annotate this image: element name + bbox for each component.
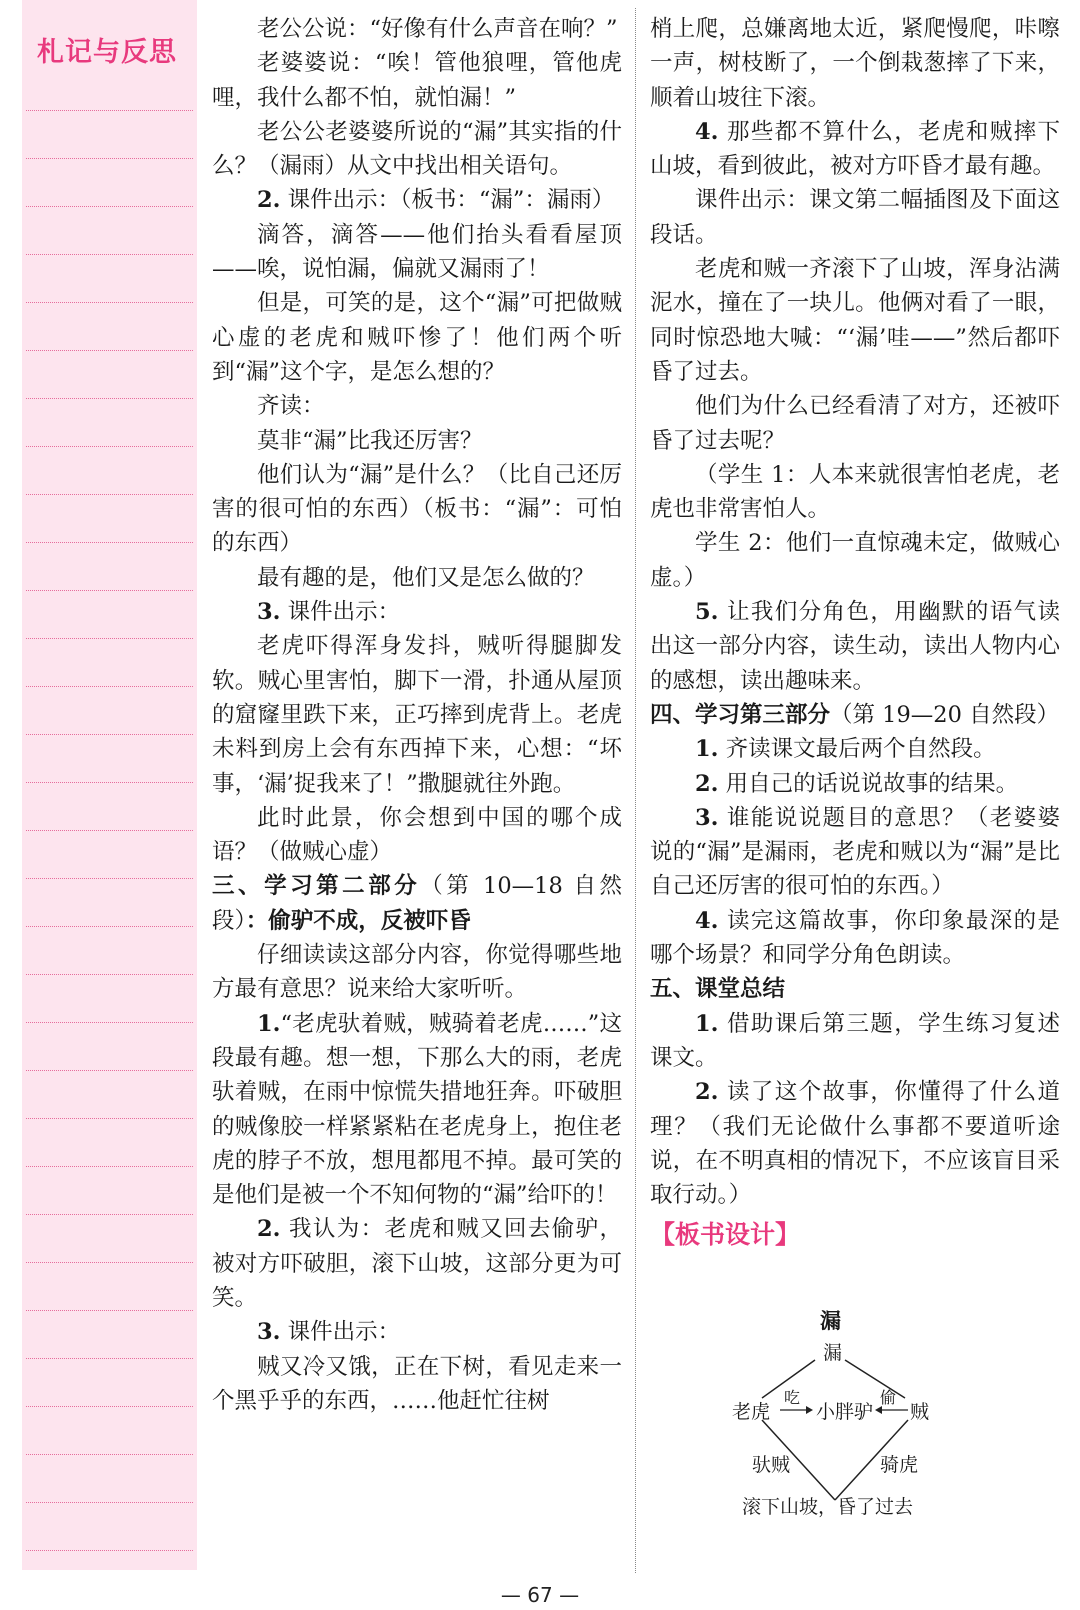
note-line xyxy=(26,782,193,783)
note-line xyxy=(26,1214,193,1215)
note-line xyxy=(26,494,193,495)
diagram-title: 漏 xyxy=(820,1309,841,1333)
note-line xyxy=(26,110,193,111)
paragraph: 老虎和贼一齐滚下了山坡，浑身沾满泥水，撞在了一块儿。他俩对看了一眼，同时惊恐地大喊：“‘漏’哇——”然后都吓昏了过去。 xyxy=(650,256,1060,385)
note-line xyxy=(26,974,193,975)
item-text: 课件出示： xyxy=(280,1319,401,1346)
node-left: 老虎 xyxy=(732,1401,771,1423)
note-line xyxy=(26,830,193,831)
item-number: 4. xyxy=(695,907,719,934)
note-line xyxy=(26,638,193,639)
note-line xyxy=(26,1502,193,1503)
paragraph: 课件出示：课文第二幅插图及下面这段话。 xyxy=(650,187,1060,248)
note-line xyxy=(26,158,193,159)
paragraph: 此时此景，你会想到中国的哪个成语？（做贼心虚） xyxy=(212,804,622,866)
paragraph xyxy=(650,732,1060,766)
item-number: 4. xyxy=(695,118,719,145)
board-design-title: 【板书设计】 xyxy=(650,1220,801,1250)
item-number: 2. xyxy=(695,770,719,797)
paragraph: 他们认为“漏”是什么？（比自己还厉害的很可怕的东西）（板书：“漏”：可怕的东西） xyxy=(212,461,622,557)
note-line xyxy=(26,878,193,879)
item-text: 课件出示： xyxy=(280,599,401,626)
paragraph: 最有趣的是，他们又是怎么做的？ xyxy=(257,564,595,591)
item-text: “老虎驮着贼，贼骑着老虎……”这段最有趣。想一想，下那么大的雨，老虎驮着贼，在雨中惊慌失措地狂奔。吓破胆的贼像胶一样紧紧粘在老虎身上，抱住老虎的脖子不放，想甩都甩不掉。最可笑的是他们是被一个不知何物的“漏”给吓的！ xyxy=(212,1010,622,1209)
item-text: 让我们分角色，用幽默的语气读出这一部分内容，读生动，读出人物内心的感想，读出趣味来。 xyxy=(650,599,1060,694)
note-line xyxy=(26,1310,193,1311)
label-eat: 吃 xyxy=(784,1388,801,1407)
note-line xyxy=(26,734,193,735)
note-line xyxy=(26,1454,193,1455)
paragraph xyxy=(650,1007,1060,1076)
text-column-left xyxy=(212,12,622,1418)
section-heading-4 xyxy=(650,698,1060,732)
paragraph xyxy=(212,1212,622,1315)
paragraph: 贼又冷又饿，正在下树，看见走来一个黑乎乎的东西，……他赶忙往树 xyxy=(212,1353,622,1414)
paragraph: 但是，可笑的是，这个“漏”可把做贼心虚的老虎和贼吓惨了！他们两个听到“漏”这个字，是怎么想的？ xyxy=(212,290,622,385)
note-line xyxy=(26,446,193,447)
paragraph xyxy=(650,1075,1060,1212)
label-steal: 偷 xyxy=(880,1388,897,1407)
item-text: 我认为：老虎和贼又回去偷驴，被对方吓破胆，滚下山坡，这部分更为可笑。 xyxy=(212,1216,622,1311)
note-line xyxy=(26,1166,193,1167)
heading-text: 三、学习第二部分 xyxy=(212,873,421,900)
heading-subtitle: ：偷驴不成，反被吓昏 xyxy=(245,907,471,934)
note-line xyxy=(26,398,193,399)
paragraph xyxy=(650,904,1060,973)
note-line xyxy=(26,590,193,591)
note-line xyxy=(26,542,193,543)
section-heading-3 xyxy=(212,869,622,938)
node-top: 漏 xyxy=(823,1342,843,1364)
note-line xyxy=(26,1118,193,1119)
item-text: 那些都不算什么，老虎和贼摔下山坡，看到彼此，被对方吓昏才最有趣。 xyxy=(650,118,1060,180)
column-divider xyxy=(635,8,636,1573)
item-number: 1. xyxy=(695,736,719,763)
node-center: 小胖驴 xyxy=(816,1401,874,1423)
paragraph: 仔细读读这部分内容，你觉得哪些地方最有意思？说来给大家听听。 xyxy=(212,942,622,1003)
heading-range: （第 10—18 自然段） xyxy=(212,873,622,934)
item-number: 3. xyxy=(257,1319,281,1346)
node-bottom: 滚下山坡，昏了过去 xyxy=(742,1496,914,1518)
item-number: 5. xyxy=(695,599,719,626)
item-number: 1. xyxy=(257,1010,281,1037)
note-line xyxy=(26,302,193,303)
item-text: 读完这篇故事，你印象最深的是哪个场景？和同学分角色朗读。 xyxy=(650,907,1060,969)
item-number: 3. xyxy=(257,599,281,626)
section-heading-5: 五、课堂总结 xyxy=(650,976,786,1003)
paragraph xyxy=(212,183,622,217)
note-line xyxy=(26,1358,193,1359)
paragraph: 老公公说：“好像有什么声音在响？” xyxy=(257,16,618,42)
item-text: 课件出示：（板书：“漏”：漏雨） xyxy=(280,187,615,214)
paragraph: 他们为什么已经看清了对方，还被吓昏了过去呢？ xyxy=(650,393,1060,454)
heading-range: （第 19—20 自然段） xyxy=(830,701,1060,728)
note-line xyxy=(26,1022,193,1023)
page-number: — 67 — xyxy=(500,1583,580,1607)
item-text: 读了这个故事，你懂得了什么道理？（我们无论做什么事都不要道听途说，在不明真相的情况下，不应该盲目采取行动。） xyxy=(650,1079,1060,1209)
item-text: 齐读课文最后两个自然段。 xyxy=(718,736,996,763)
note-line xyxy=(26,1070,193,1071)
paragraph xyxy=(650,767,1060,801)
paragraph xyxy=(650,115,1060,184)
item-number: 3. xyxy=(695,804,719,831)
item-number: 2. xyxy=(695,1079,719,1106)
paragraph: 齐读： xyxy=(257,393,325,420)
paragraph xyxy=(212,1007,622,1213)
heading-text: 四、学习第三部分 xyxy=(650,701,831,728)
paragraph xyxy=(212,595,622,629)
item-text: 谁能说说题目的意思？（老婆婆说的“漏”是漏雨，老虎和贼以为“漏”是比自己还厉害的很可怕的东西。） xyxy=(650,804,1060,900)
note-line xyxy=(26,206,193,207)
paragraph: 老虎吓得浑身发抖，贼听得腿脚发软。贼心里害怕，脚下一滑，扑通从屋顶的窟窿里跌下来，正巧摔到虎背上。老虎未料到房上会有东西掉下来，心想：“坏事，‘漏’捉我来了！”撒腿就往外跑。 xyxy=(212,633,622,797)
node-right: 贼 xyxy=(910,1401,930,1423)
paragraph xyxy=(212,1315,622,1349)
paragraph: 滴答，滴答——他们抬头看看屋顶——唉，说怕漏，偏就又漏雨了！ xyxy=(212,221,622,283)
paragraph: 老婆婆说：“唉！管他狼哩，管他虎哩，我什么都不怕，就怕漏！” xyxy=(212,50,622,111)
note-line xyxy=(26,926,193,927)
note-line xyxy=(26,1550,193,1551)
paragraph: 莫非“漏”比我还厉害？ xyxy=(257,427,483,454)
paragraph xyxy=(650,595,1060,698)
paragraph: （学生 1：人本来就很害怕老虎，老虎也非常害怕人。 xyxy=(650,461,1060,523)
sidebar-title: 札记与反思 xyxy=(37,37,177,68)
board-diagram xyxy=(732,1309,1000,1550)
note-line xyxy=(26,686,193,687)
label-qihu: 骑虎 xyxy=(880,1454,919,1476)
notes-sidebar xyxy=(22,0,197,1570)
item-number: 1. xyxy=(695,1010,719,1037)
paragraph: 学生 2：他们一直惊魂未定，做贼心虚。） xyxy=(650,530,1060,591)
note-line xyxy=(26,1406,193,1407)
item-text: 借助课后第三题，学生练习复述课文。 xyxy=(650,1010,1060,1071)
note-line xyxy=(26,254,193,255)
paragraph xyxy=(650,801,1060,904)
text-column-right xyxy=(650,12,1060,1253)
item-number: 2. xyxy=(257,187,281,214)
item-text: 用自己的话说说故事的结果。 xyxy=(718,770,1019,797)
arrow-head xyxy=(806,1406,813,1414)
paragraph: 梢上爬，总嫌离地太近，紧爬慢爬，咔嚓一声，树枝断了，一个倒栽葱摔了下来，顺着山坡往下滚。 xyxy=(650,16,1060,111)
note-line xyxy=(26,350,193,351)
paragraph: 老公公老婆婆所说的“漏”其实指的什么？（漏雨）从文中找出相关语句。 xyxy=(212,118,622,180)
note-line xyxy=(26,1262,193,1263)
label-tuozei: 驮贼 xyxy=(752,1454,791,1476)
item-number: 2. xyxy=(257,1216,281,1243)
